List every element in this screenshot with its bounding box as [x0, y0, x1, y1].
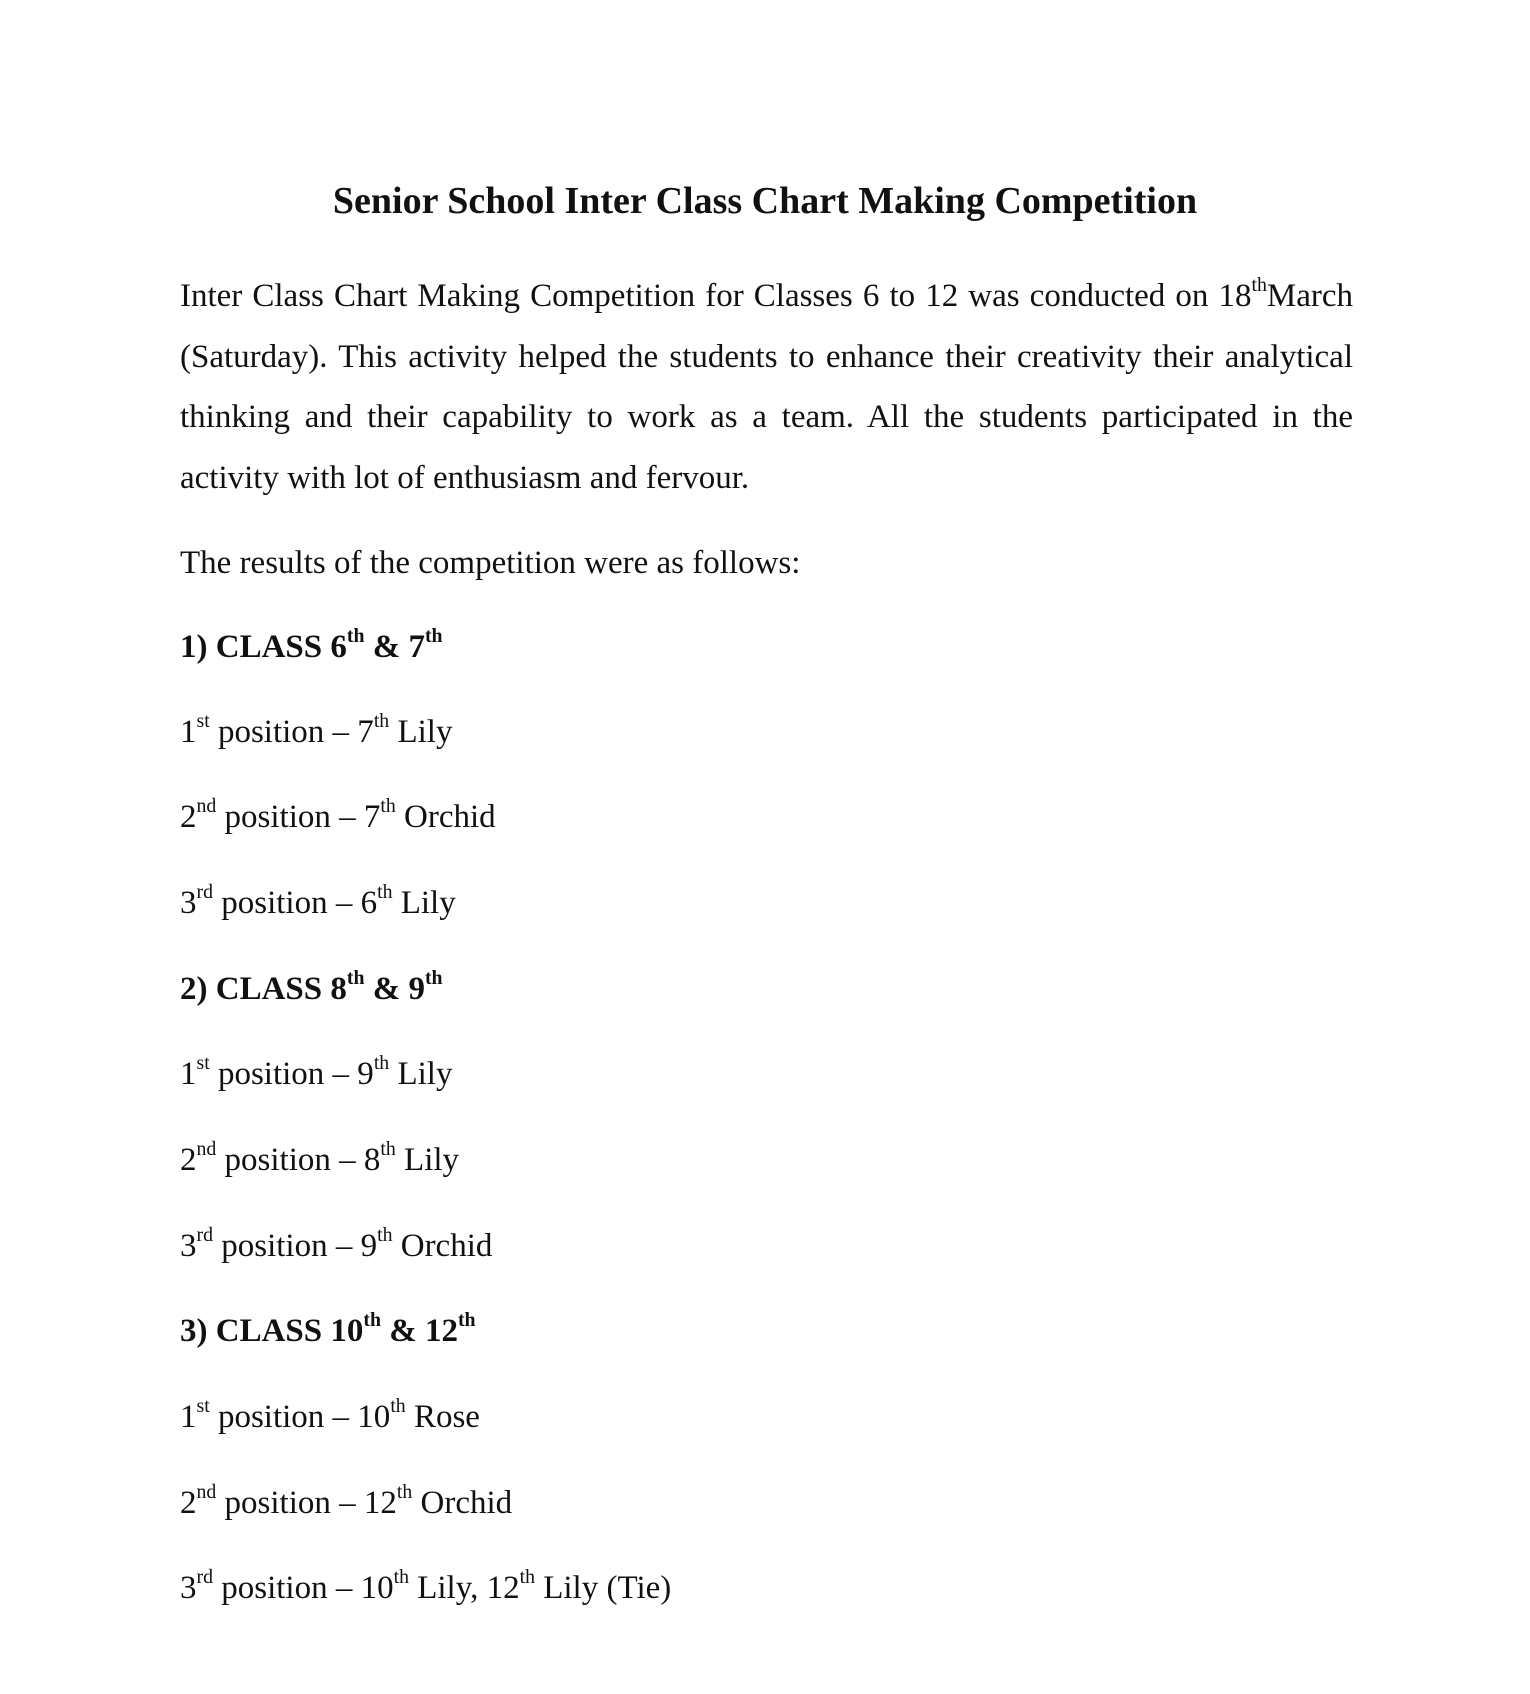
ordinal-suffix: rd	[196, 881, 213, 904]
heading-prefix: 3) CLASS 10	[180, 1313, 364, 1349]
position-line	[180, 883, 456, 923]
class-suffix: th	[519, 1566, 535, 1589]
position-text: position – 10	[212, 1570, 394, 1606]
team-name: Orchid	[395, 799, 496, 835]
position-number: 2	[180, 1485, 197, 1521]
class-suffix: th	[377, 1224, 393, 1247]
position-number: 2	[180, 799, 197, 835]
class-suffix: th	[393, 1566, 409, 1589]
team-name: Lily	[389, 714, 453, 750]
position-number: 1	[180, 1056, 197, 1092]
paragraph-superscript: th	[1251, 274, 1267, 297]
section-heading	[180, 627, 443, 667]
position-text: position – 9	[209, 1056, 374, 1092]
position-line	[180, 1568, 671, 1608]
position-line	[180, 1483, 512, 1523]
class-suffix: th	[380, 1138, 396, 1161]
intro-paragraph	[180, 266, 1353, 508]
team-name: Orchid	[392, 1228, 493, 1264]
position-line	[180, 712, 452, 752]
position-line	[180, 797, 496, 837]
team-name: Lily	[395, 1142, 460, 1178]
heading-mid: & 7	[364, 629, 425, 665]
class-suffix: th	[373, 710, 390, 733]
ordinal-suffix: st	[196, 710, 210, 733]
heading-superscript: th	[346, 625, 365, 648]
class-suffix: th	[390, 1395, 406, 1418]
team-name: Lily (Tie)	[534, 1570, 672, 1606]
position-text: position – 8	[216, 1142, 381, 1178]
position-text: position – 9	[212, 1228, 378, 1264]
position-text: position – 6	[212, 885, 378, 921]
position-text: position – 12	[216, 1485, 397, 1521]
class-suffix: th	[380, 795, 396, 818]
ordinal-suffix: nd	[196, 1138, 217, 1161]
position-text: position – 7	[209, 714, 374, 750]
paragraph-text-2: March (Saturday). This activity helped the students to enhance their creativity their analytical thinking and their capability to work as a team. All the students participated in the activity with lot of enthusiasm and fervour.	[180, 278, 1353, 496]
class-suffix: th	[396, 1481, 413, 1504]
ordinal-suffix: nd	[196, 795, 217, 818]
position-number: 3	[180, 1570, 197, 1606]
heading-superscript: th	[424, 625, 443, 648]
position-number: 3	[180, 885, 197, 921]
team-name: Lily	[389, 1056, 453, 1092]
team-name: Rose	[405, 1399, 480, 1435]
ordinal-suffix: nd	[196, 1481, 217, 1504]
ordinal-suffix: rd	[196, 1224, 213, 1247]
team-name: Lily	[392, 885, 456, 921]
class-suffix: th	[377, 881, 393, 904]
position-line	[180, 1054, 452, 1094]
team-name: Lily, 12	[408, 1570, 520, 1606]
section-heading	[180, 1311, 476, 1351]
ordinal-suffix: rd	[196, 1566, 213, 1589]
team-name: Orchid	[412, 1485, 513, 1521]
position-text: position – 7	[216, 799, 381, 835]
page-title: Senior School Inter Class Chart Making Competition	[332, 180, 1198, 222]
ordinal-suffix: st	[196, 1052, 210, 1075]
ordinal-suffix: st	[196, 1395, 210, 1418]
position-number: 1	[180, 714, 197, 750]
heading-superscript: th	[363, 1309, 381, 1332]
heading-prefix: 2) CLASS 8	[180, 971, 347, 1007]
heading-superscript: th	[457, 1309, 476, 1332]
section-heading	[180, 969, 443, 1009]
position-line	[180, 1140, 459, 1180]
heading-prefix: 1) CLASS 6	[180, 629, 347, 665]
results-intro: The results of the competition were as follows:	[180, 545, 801, 581]
heading-mid: & 12	[380, 1313, 458, 1349]
heading-superscript: th	[346, 967, 365, 990]
paragraph-text-1: Inter Class Chart Making Competition for Classes 6 to 12 was conducted on 18	[180, 278, 1252, 314]
position-text: position – 10	[209, 1399, 391, 1435]
position-number: 3	[180, 1228, 197, 1264]
position-number: 2	[180, 1142, 197, 1178]
position-number: 1	[180, 1399, 197, 1435]
class-suffix: th	[373, 1052, 390, 1075]
heading-mid: & 9	[364, 971, 425, 1007]
position-line	[180, 1226, 492, 1266]
position-line	[180, 1397, 480, 1437]
heading-superscript: th	[424, 967, 443, 990]
